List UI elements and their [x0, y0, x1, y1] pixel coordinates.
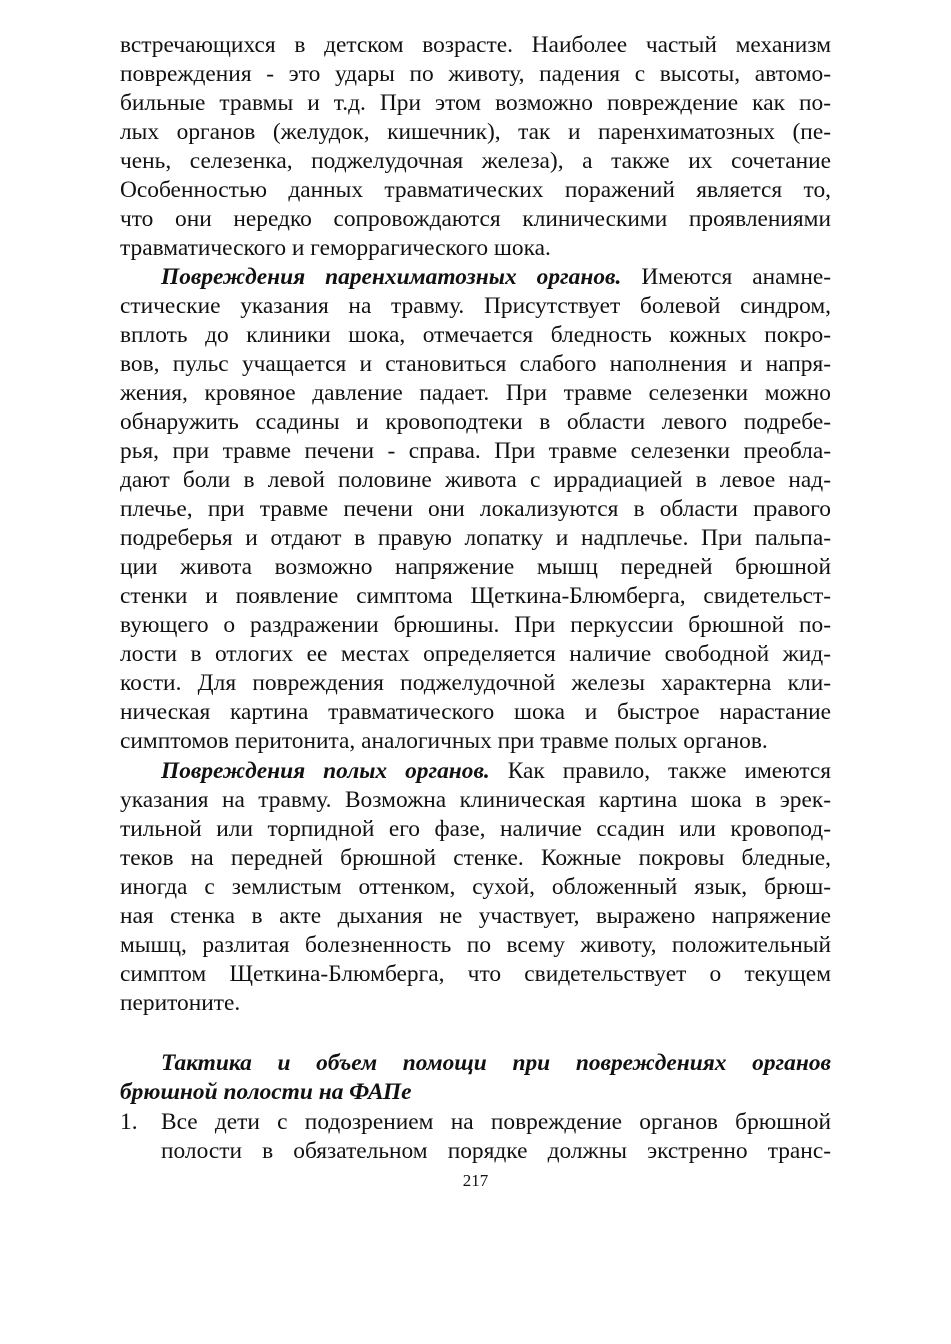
text-line: иногда с землистым оттенком, сухой, обложенный язык, брюш-	[120, 874, 831, 900]
text-line: Особенностью данных травматических поражений является то,	[120, 177, 831, 203]
text-line: лости в отлогих ее местах определяется наличие свободной жид-	[120, 641, 831, 667]
list-item-line: полости в обязательном порядке должны экстренно транс-	[161, 1138, 831, 1164]
text-line: повреждения - это удары по животу, падения с высоты, автомо-	[120, 61, 831, 87]
text-line: стические указания на травму. Присутствует болевой синдром,	[120, 293, 831, 319]
text-line: обнаружить ссадины и кровоподтеки в области левого подребе-	[120, 409, 831, 435]
text-line: указания на травму. Возможна клиническая картина шока в эрек-	[120, 787, 831, 813]
text-line: вующего о раздражении брюшины. При перкуссии брюшной по-	[120, 612, 831, 638]
text-line: вплоть до клиники шока, отмечается бледность кожных покро-	[120, 322, 831, 348]
text-line: дают боли в левой половине живота с иррадиацией в левое над-	[120, 467, 831, 493]
section-title: Повреждения паренхиматозных органов.	[161, 264, 622, 290]
text-line: рья, при травме печени - справа. При травме селезенки преобла-	[120, 438, 831, 464]
text-line: ная стенка в акте дыхания не участвует, выражено напряжение	[120, 903, 831, 929]
list-item-line: Все дети с подозрением на повреждение органов брюшной	[161, 1109, 831, 1135]
text-line: мышц, разлитая болезненность по всему животу, положительный	[120, 932, 831, 958]
text-line: чень, селезенка, поджелудочная железа), а также их сочетание	[120, 148, 831, 174]
text-line: кости. Для повреждения поджелудочной железы характерна кли-	[120, 670, 831, 696]
text-line: теков на передней брюшной стенке. Кожные покровы бледные,	[120, 845, 831, 871]
text-line: ническая картина травматического шока и быстрое нарастание	[120, 699, 831, 725]
text-line: перитоните.	[120, 990, 241, 1016]
text-line: симптомов перитонита, аналогичных при травме полых органов.	[120, 728, 768, 754]
paragraph-first-line	[161, 263, 831, 292]
text-line: что они нередко сопровождаются клиническими проявлениями	[120, 206, 831, 232]
text-line: плечье, при травме печени они локализуются в области правого	[120, 496, 831, 522]
section-heading-cont: брюшной полости на ФАПе	[120, 1079, 412, 1105]
text-line: бильные травмы и т.д. При этом возможно повреждение как по-	[120, 90, 831, 116]
text-line: травматического и геморрагического шока.	[120, 235, 551, 261]
text-line: подреберья и отдают в правую лопатку и надплечье. При пальпа-	[120, 525, 831, 551]
list-number: 1.	[120, 1109, 138, 1135]
text-line: лых органов (желудок, кишечник), так и паренхиматозных (пе-	[120, 119, 831, 145]
section-heading: Тактика и объем помощи при повреждениях органов	[161, 1050, 831, 1076]
text-fragment: Имеются анамне-	[621, 264, 832, 290]
paragraph-first-line	[161, 757, 831, 786]
text-line: стенки и появление симптома Щеткина-Блюмберга, свидетельст-	[120, 583, 831, 609]
text-fragment: Как правило, также имеются	[489, 758, 831, 784]
text-line: симптом Щеткина-Блюмберга, что свидетельствует о текущем	[120, 961, 831, 987]
text-line: жения, кровяное давление падает. При травме селезенки можно	[120, 380, 831, 406]
text-line: встречающихся в детском возрасте. Наиболее частый механизм	[120, 32, 831, 58]
text-line: тильной или торпидной его фазе, наличие ссадин или кровопод-	[120, 816, 831, 842]
text-line: ции живота возможно напряжение мышц передней брюшной	[120, 554, 831, 580]
text-line: вов, пульс учащается и становиться слабого наполнения и напря-	[120, 351, 831, 377]
section-title: Повреждения полых органов.	[161, 758, 490, 784]
page-number: 217	[462, 1171, 489, 1190]
